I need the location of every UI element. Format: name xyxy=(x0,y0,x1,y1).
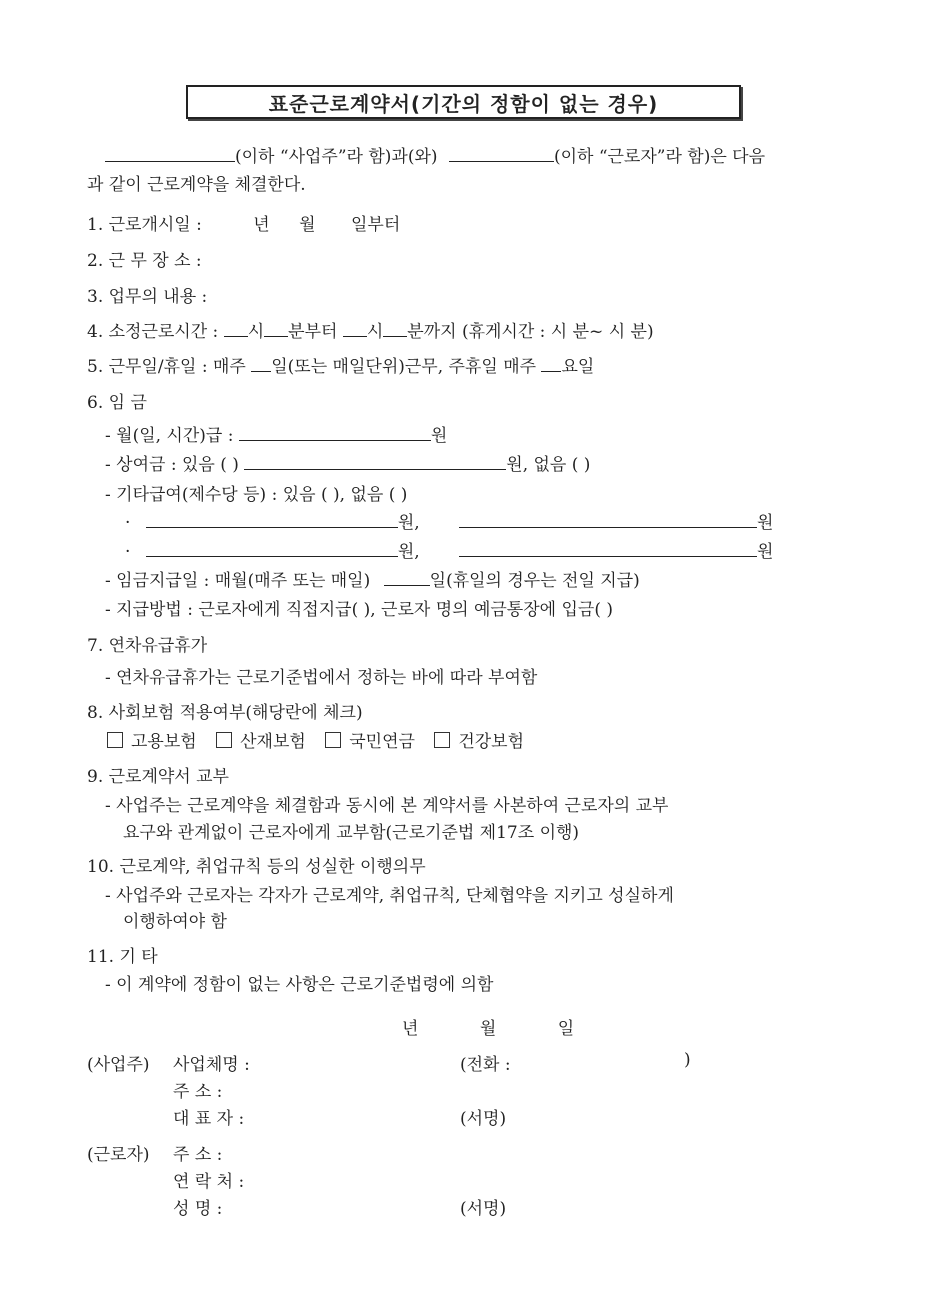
option-label: 고용보험 xyxy=(131,732,197,752)
employer-company-label: 사업체명 : xyxy=(173,1055,250,1075)
bullet: · xyxy=(125,542,131,562)
contract-delivery-line-2: 요구와 관계없이 근로자에게 교부함(근로기준법 제17조 이행) xyxy=(123,823,580,843)
item-annual-leave: 7. 연차유급휴가 xyxy=(87,636,208,656)
insurance-option-health[interactable] xyxy=(434,732,524,752)
employer-role: (사업주) xyxy=(87,1055,150,1075)
bonus-label: - 상여금 : 있음 ( ) xyxy=(105,455,239,475)
item-job-description: 3. 업무의 내용 : xyxy=(87,287,208,307)
item-obligations: 10. 근로계약, 취업규칙 등의 성실한 이행의무 xyxy=(87,857,426,877)
other-pay-row: - 기타급여(제수당 등) : 있음 ( ), 없음 ( ) xyxy=(105,485,408,505)
year-label: 년 xyxy=(402,1019,419,1039)
item-wages-heading: 6. 임 금 xyxy=(87,393,147,413)
won-label: 원 xyxy=(757,513,774,533)
weekday-label: 요일 xyxy=(561,357,595,377)
item-workplace: 2. 근 무 장 소 : xyxy=(87,251,202,271)
worker-contact-label: 연 락 처 : xyxy=(173,1172,245,1192)
working-hours-label: 4. 소정근로시간 : xyxy=(87,322,219,342)
checkbox[interactable] xyxy=(325,732,341,748)
bullet: · xyxy=(125,513,131,533)
checkbox[interactable] xyxy=(434,732,450,748)
item-start-date xyxy=(87,210,400,235)
wage-monthly-row xyxy=(105,421,447,446)
start-hour-blank[interactable] xyxy=(224,322,248,337)
bonus-amount-blank[interactable] xyxy=(244,455,506,470)
document-title xyxy=(186,85,741,119)
option-label: 산재보험 xyxy=(240,732,306,752)
break-time-text: (휴게시간 : 시 분~ 시 분) xyxy=(461,322,654,342)
employer-rep-label: 대 표 자 : xyxy=(173,1109,245,1129)
insurance-option-employment[interactable] xyxy=(107,732,197,752)
employer-phone-close: ) xyxy=(684,1050,691,1070)
monthly-wage-label: - 월(일, 시간)급 : xyxy=(105,426,234,446)
employer-phone-label: (전화 : xyxy=(460,1055,511,1075)
item-social-insurance: 8. 사회보험 적용여부(해당란에 체크) xyxy=(87,703,363,723)
bonus-none-text: 원, 없음 ( ) xyxy=(506,455,591,475)
won-label: 원 xyxy=(430,426,448,446)
other-pay-blank[interactable] xyxy=(459,513,757,528)
monthly-wage-blank[interactable] xyxy=(239,426,431,441)
payday-label: - 임금지급일 : 매월(매주 또는 매일) xyxy=(105,571,371,591)
payday-row xyxy=(105,566,640,591)
worker-address-label: 주 소 : xyxy=(173,1145,223,1165)
item-other: 11. 기 타 xyxy=(87,947,158,967)
worker-name-label: 성 명 : xyxy=(173,1199,223,1219)
bonus-row xyxy=(105,450,590,475)
worker-role: (근로자) xyxy=(87,1145,150,1165)
employer-signature[interactable]: (서명) xyxy=(460,1109,507,1129)
weekly-holiday-blank[interactable] xyxy=(541,357,561,372)
other-text: - 이 계약에 정함이 없는 사항은 근로기준법령에 의함 xyxy=(105,975,494,995)
other-pay-blank[interactable] xyxy=(146,513,398,528)
intro-line-1 xyxy=(105,142,765,167)
day-label: 일 xyxy=(557,1019,575,1039)
payment-method-row: - 지급방법 : 근로자에게 직접지급( ), 근로자 명의 예금통장에 입금( ) xyxy=(105,600,613,620)
other-pay-line-1 xyxy=(125,508,773,533)
contract-delivery-line-1: - 사업주는 근로계약을 체결함과 동시에 본 계약서를 사본하여 근로자의 교부 xyxy=(105,796,669,816)
worker-name-blank[interactable] xyxy=(449,147,554,162)
obligations-line-2: 이행하여야 함 xyxy=(123,912,227,932)
hour-label: 시 xyxy=(247,322,265,342)
employer-ref-text: (이하 “사업주”라 함)과(와) xyxy=(235,147,438,167)
start-date-label: 1. 근로개시일 : xyxy=(87,215,202,235)
item-workdays xyxy=(87,352,594,377)
won-label: 원, xyxy=(397,542,420,562)
won-label: 원, xyxy=(397,513,420,533)
workdays-blank[interactable] xyxy=(251,357,271,372)
obligations-line-1: - 사업주와 근로자는 각자가 근로계약, 취업규칙, 단체협약을 지키고 성실하게 xyxy=(105,886,674,906)
worker-ref-text: (이하 “근로자”라 함)은 다음 xyxy=(553,147,766,167)
intro-line-2: 과 같이 근로계약을 체결한다. xyxy=(87,175,306,195)
payday-end-text: 일(휴일의 경우는 전일 지급) xyxy=(429,571,640,591)
option-label: 국민연금 xyxy=(349,732,415,752)
workdays-label: 5. 근무일/휴일 : 매주 xyxy=(87,357,246,377)
option-label: 건강보험 xyxy=(458,732,525,752)
annual-leave-text: - 연차유급휴가는 근로기준법에서 정하는 바에 따라 부여함 xyxy=(105,668,538,688)
other-pay-blank[interactable] xyxy=(459,542,757,557)
checkbox[interactable] xyxy=(107,732,123,748)
insurance-option-industrial[interactable] xyxy=(216,732,306,752)
minute-from-label: 분부터 xyxy=(288,322,338,342)
item-contract-delivery: 9. 근로계약서 교부 xyxy=(87,767,229,787)
employer-address-label: 주 소 : xyxy=(173,1082,223,1102)
insurance-options xyxy=(107,727,524,752)
title-text: 표준근로계약서(기간의 정함이 없는 경우) xyxy=(268,91,659,116)
employer-name-blank[interactable] xyxy=(105,147,235,162)
insurance-option-pension[interactable] xyxy=(325,732,415,752)
worker-signature[interactable]: (서명) xyxy=(460,1199,507,1219)
day-label: 일부터 xyxy=(350,215,401,235)
month-label: 월 xyxy=(479,1019,497,1039)
won-label: 원 xyxy=(757,542,774,562)
end-hour-blank[interactable] xyxy=(343,322,367,337)
minute-to-label: 분까지 xyxy=(407,322,457,342)
year-label: 년 xyxy=(253,215,270,235)
workdays-mid-text: 일(또는 매일단위)근무, 주휴일 매주 xyxy=(271,357,537,377)
other-pay-blank[interactable] xyxy=(146,542,398,557)
start-minute-blank[interactable] xyxy=(264,322,288,337)
item-working-hours xyxy=(87,317,654,342)
month-label: 월 xyxy=(299,215,316,235)
end-minute-blank[interactable] xyxy=(383,322,407,337)
hour-label: 시 xyxy=(366,322,384,342)
payday-blank[interactable] xyxy=(384,571,430,586)
other-pay-line-2 xyxy=(125,537,773,562)
checkbox[interactable] xyxy=(216,732,232,748)
signing-date xyxy=(402,1014,574,1039)
